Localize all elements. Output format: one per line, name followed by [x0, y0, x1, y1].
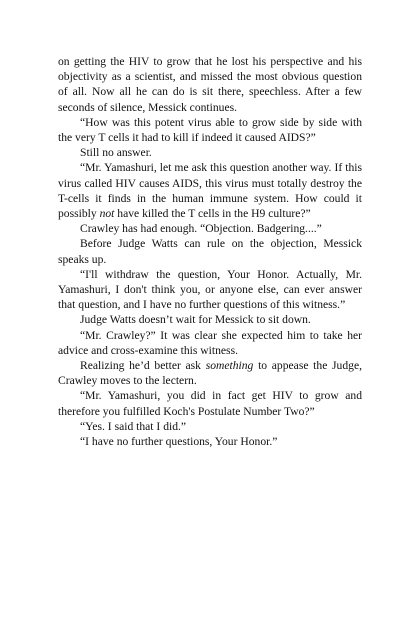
- paragraph: on getting the HIV to grow that he lost his perspective and his objectivity as a scientist, and missed the most obvious question of all. Now all he can do is sit there, speechless. After a few seconds of silence, Messick continues.: [58, 55, 362, 114]
- paragraph: Crawley has had enough. “Objection. Badgering....”: [80, 222, 322, 236]
- paragraph: [58, 160, 362, 221]
- paragraph: “How was this potent virus able to grow side by side with the very T cells it had to kill if indeed it caused AIDS?”: [58, 115, 362, 145]
- paragraph-text: Realizing he’d better ask: [80, 359, 206, 373]
- paragraph: “Yes. I said that I did.”: [80, 419, 187, 433]
- paragraph: “I have no further questions, Your Honor.”: [80, 435, 278, 449]
- paragraph: Before Judge Watts can rule on the objection, Messick speaks up.: [58, 237, 362, 266]
- paragraph: [58, 358, 362, 388]
- paragraph: Still no answer.: [80, 146, 152, 160]
- paragraph-text: “Mr. Yamashuri, let me ask this question another way. If this virus called HIV causes AIDS, this virus must totally destroy the T-cells it finds in the human immune system. How could it possibly: [58, 161, 362, 221]
- page-body: [58, 54, 362, 449]
- paragraph: “I'll withdraw the question, Your Honor. Actually, Mr. Yamashuri, I don't think you, or anyone else, can ever answer that question, and I have no further questions of this witness.”: [58, 267, 362, 312]
- paragraph: “Mr. Yamashuri, you did in fact get HIV to grow and therefore you fulfilled Koch's Postulate Number Two?”: [58, 389, 362, 418]
- paragraph-text: have killed the T cells in the H9 culture?”: [114, 207, 311, 221]
- paragraph: “Mr. Crawley?” It was clear she expected him to take her advice and cross-examine this witness.: [58, 328, 362, 357]
- emphasis-text: not: [99, 207, 115, 221]
- paragraph: Judge Watts doesn’t wait for Messick to sit down.: [80, 313, 311, 327]
- emphasis-text: something: [205, 359, 254, 373]
- paragraph-text: to appease the Judge, Crawley moves to the lectern.: [58, 359, 362, 388]
